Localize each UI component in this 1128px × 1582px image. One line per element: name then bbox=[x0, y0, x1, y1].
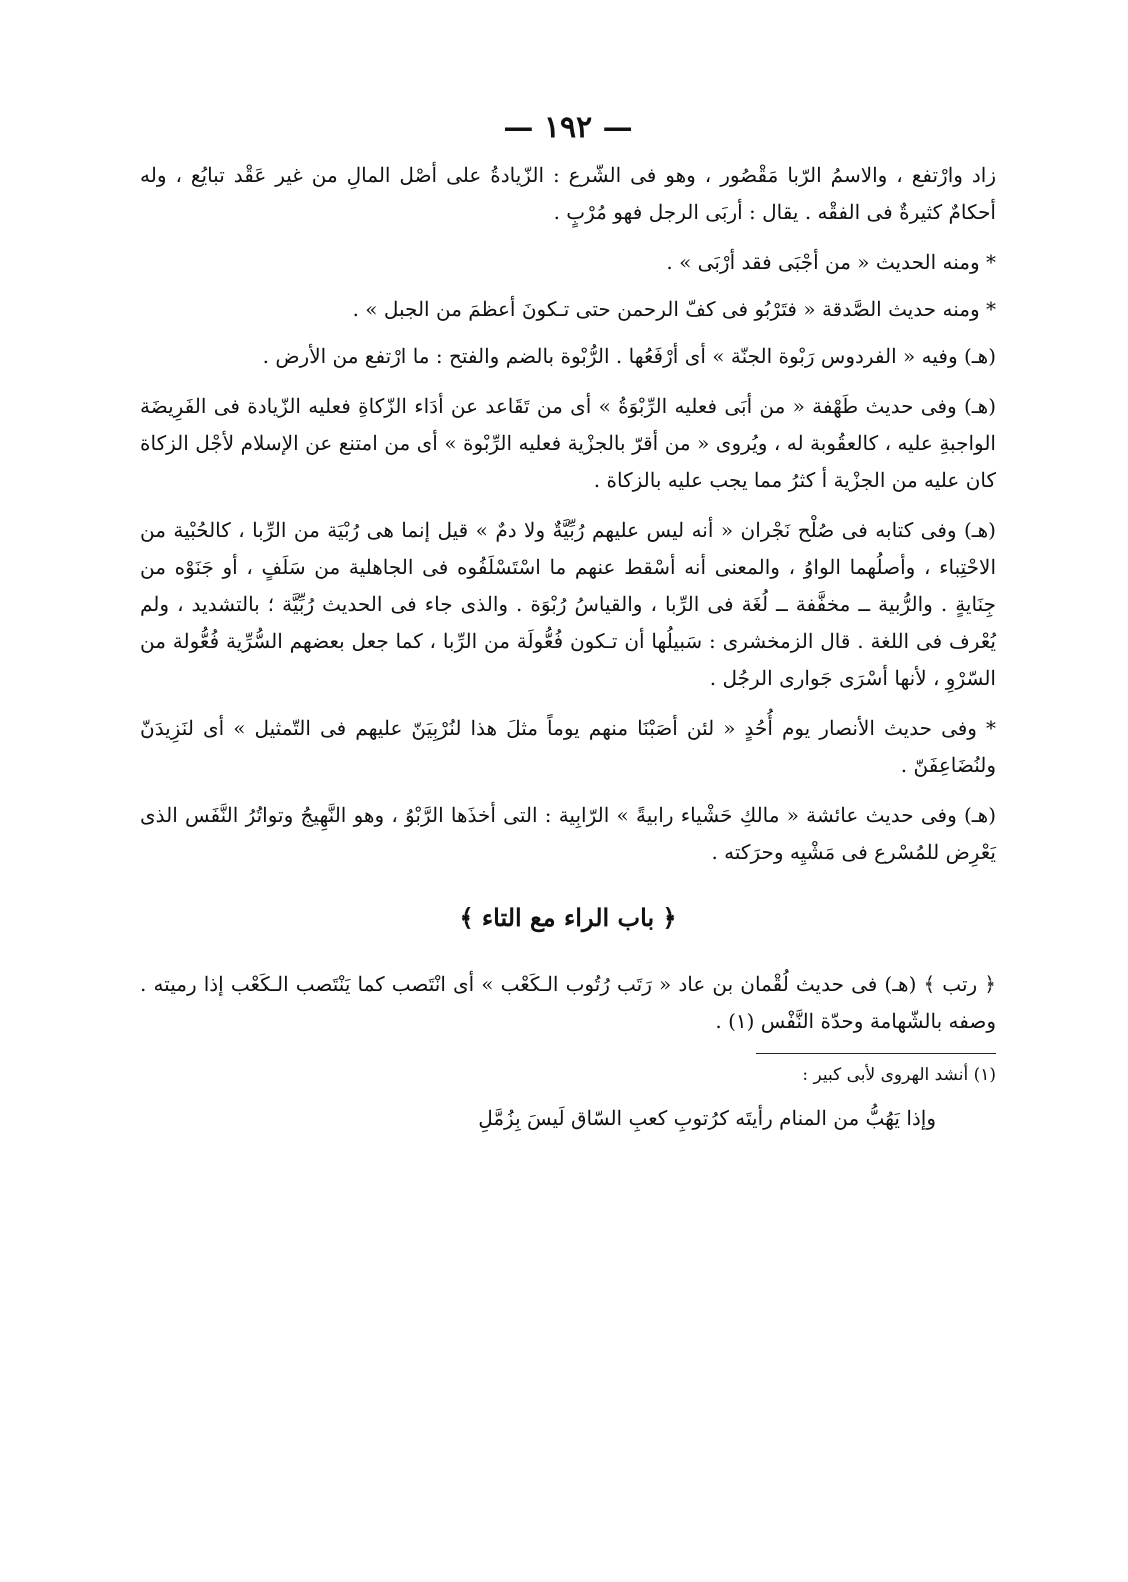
paragraph-tahfa-hadith: (هـ) وفى حديث طَهْفة « من أبَى فعليه الرِّبْوَةُ » أى من تَقَاعد عن أدَاء الزّكاةِ فعليه الزّيادة فى الفَرِيضَة الواجبةِ عليه ، كالعقُوبة له ، ويُروى « من أقرّ بالجزْية فعليه الرِّبْوة » أى من امتنع عن الإسلام لأجْل الزكاة كان عليه من الجزْية أ كثرُ مما يجب عليه بالزكاة . bbox=[140, 394, 996, 492]
paragraph-aisha-rabiya: (هـ) وفى حديث عائشة « مالكِ حَشْياء رابيةً » الرّابِية : التى أخذَها الرَّبْوُ ، وهو النَّهِيجُ وتواتُرُ النَّفَس الذى يَعْرِض للمُسْرع فى مَشْيِه وحرَكته . bbox=[140, 803, 996, 864]
footnote-verse: وإذا يَهُبُّ من المنام رأيتَه كرُتوبِ كعبِ السّاق لَيسَ بِزُمَّلِ bbox=[478, 1106, 936, 1130]
paragraph-firdaws-rabwa: (هـ) وفيه « الفردوس رَبْوة الجنّة » أى أرْفَعُها . الرُّبْوة بالضم والفتح : ما ارْتفع من الأرض . bbox=[262, 344, 996, 368]
footnote-intro: (١) أنشد الهروى لأبى كبير : bbox=[802, 1065, 996, 1085]
section-heading: ﴿ باب الراء مع التاء ﴾ bbox=[459, 903, 677, 932]
paragraph-hadith-ajba: * ومنه الحديث « من أجْبَى فقد أرْبَى » . bbox=[666, 250, 996, 274]
page-number: — ١٩٢ — bbox=[503, 110, 633, 145]
document-page bbox=[140, 110, 996, 1138]
footnote-divider bbox=[756, 1053, 996, 1054]
paragraph-hadith-sadaqa: * ومنه حديث الصَّدقة « فتَرْبُو فى كفّ الرحمن حتى تـكونَ أعظمَ من الجبل » . bbox=[352, 297, 996, 321]
paragraph-riba-definition: زاد وارْتفع ، والاسمُ الرّبا مَقْصُور ، وهو فى الشّرع : الزّيادةُ على أصْل المالِ من غير عَقْد تبايُع ، وله أحكامٌ كثيرةٌ فى الفقْه . يقال : أربَى الرجل فهو مُرْبٍ . bbox=[140, 163, 996, 224]
paragraph-ansar-uhud: * وفى حديث الأنصار يوم أُحُدٍ « لئن أصَبْنَا منهم يوماً مثلَ هذا لنُرْبِيَنّ عليهم فى التّمثيل » أى لنَزِيدَنّ ولنُضَاعِفَنّ . bbox=[140, 716, 996, 777]
paragraph-najran-sulh: (هـ) وفى كتابه فى صُلْح نَجْران « أنه ليس عليهم رُبِّيَّةٌ ولا دمٌ » قيل إنما هى رُبْيَة من الرِّبا ، كالحُبْية من الاحْتِباء ، وأصلُهما الواوُ ، والمعنى أنه أسْقط عنهم ما اسْتَسْلَفُوه فى الجاهلية من سَلَفٍ ، أو جَنَوْه من جِنَايةٍ . والرُّبية ــ مخفَّفة ــ لُغَة فى الرِّبا ، والقياسُ رُبْوَة . والذى جاء فى الحديث رُبِّيَّة ؛ بالتشديد ، ولم يُعْرف فى اللغة . قال الزمخشرى : سَبيلُها أن تـكون فُعُّولَة من الرِّبا ، كما جعل بعضهم السُّرِّية فُعُّولة من السّرْوِ ، لأنها أسْرَى جَوارى الرجُل . bbox=[140, 518, 996, 690]
paragraph-ratab-entry: ﴿ رتب ﴾ (هـ) فى حديث لُقْمان بن عاد « رَتَب رُتُوب الـكَعْب » أى انْتَصب كما يَنْتَصب الـكَعْب إذا رميته . وصفه بالشّهامة وحدّة النَّفْس (١) . bbox=[140, 972, 996, 1033]
